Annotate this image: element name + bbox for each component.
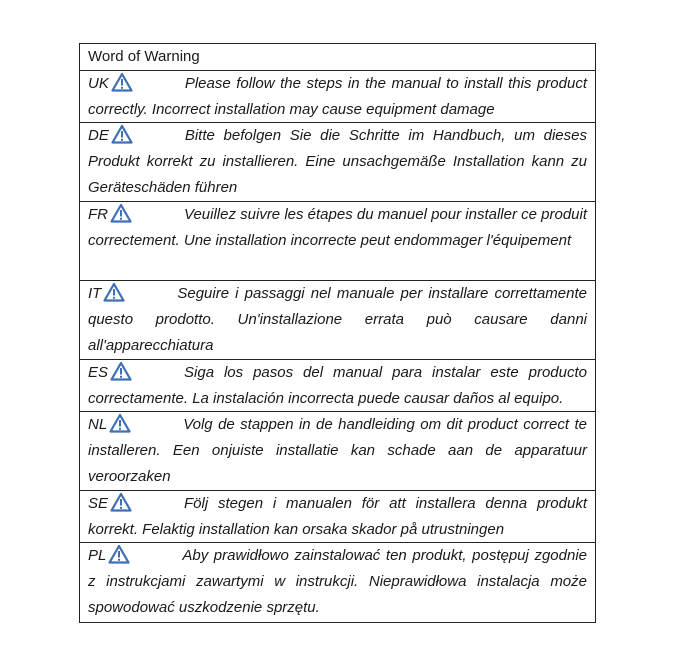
warning-text: Aby prawidłowo zainstalować ten produkt, postępuj zgodnie z instrukcjami zawartymi w instrukcji. Nieprawidłowa instalacja może spowodować uszkodzenie sprzętu. xyxy=(88,547,587,616)
warning-row-pl xyxy=(80,543,595,622)
warning-triangle-icon xyxy=(110,203,132,223)
language-code: UK xyxy=(88,75,109,92)
warning-row-uk xyxy=(80,71,595,123)
warning-text: Veuillez suivre les étapes du manuel pour installer ce produit correctement. Une installation incorrecte peut endommager l'équipement xyxy=(88,206,588,249)
warning-text: Seguire i passaggi nel manuale per installare correttamente questo prodotto. Un'installazione errata può causare danni all'apparecchiatura xyxy=(88,285,587,354)
warning-table xyxy=(79,43,596,623)
warning-text: Volg de stappen in de handleiding om dit product correct te installeren. Een onjuiste installatie kan schade aan de apparatuur veroorzaken xyxy=(88,416,587,485)
warning-row-se xyxy=(80,491,595,543)
warning-row-es xyxy=(80,360,595,412)
table-title: Word of Warning xyxy=(80,44,595,71)
warning-text: Siga los pasos del manual para instalar este producto correctamente. La instalación incorrecta puede causar daños al equipo. xyxy=(88,364,587,407)
warning-triangle-icon xyxy=(111,124,133,144)
warning-triangle-icon xyxy=(103,282,125,302)
warning-text: Please follow the steps in the manual to install this product correctly. Incorrect installation may cause equipment damage xyxy=(88,75,587,118)
language-code: DE xyxy=(88,127,109,144)
warning-row-nl xyxy=(80,412,595,491)
language-code: NL xyxy=(88,416,108,433)
warning-triangle-icon xyxy=(111,72,133,92)
warning-triangle-icon xyxy=(108,544,130,564)
language-code: PL xyxy=(88,547,107,564)
warning-triangle-icon xyxy=(109,413,131,433)
language-code: IT xyxy=(88,285,102,302)
language-code: FR xyxy=(88,206,108,223)
warning-row-fr xyxy=(80,202,595,281)
warning-row-it xyxy=(80,281,595,360)
language-code: ES xyxy=(88,364,109,381)
warning-triangle-icon xyxy=(110,492,132,512)
warning-text: Följ stegen i manualen för att installera denna produkt korrekt. Felaktig installation kan orsaka skador på utrustningen xyxy=(88,495,587,538)
warning-triangle-icon xyxy=(110,361,132,381)
language-code: SE xyxy=(88,495,109,512)
warning-text: Bitte befolgen Sie die Schritte im Handbuch, um dieses Produkt korrekt zu installieren. Eine unsachgemäße Installation kann zu Geräteschäden führen xyxy=(88,127,587,196)
warning-row-de xyxy=(80,123,595,202)
